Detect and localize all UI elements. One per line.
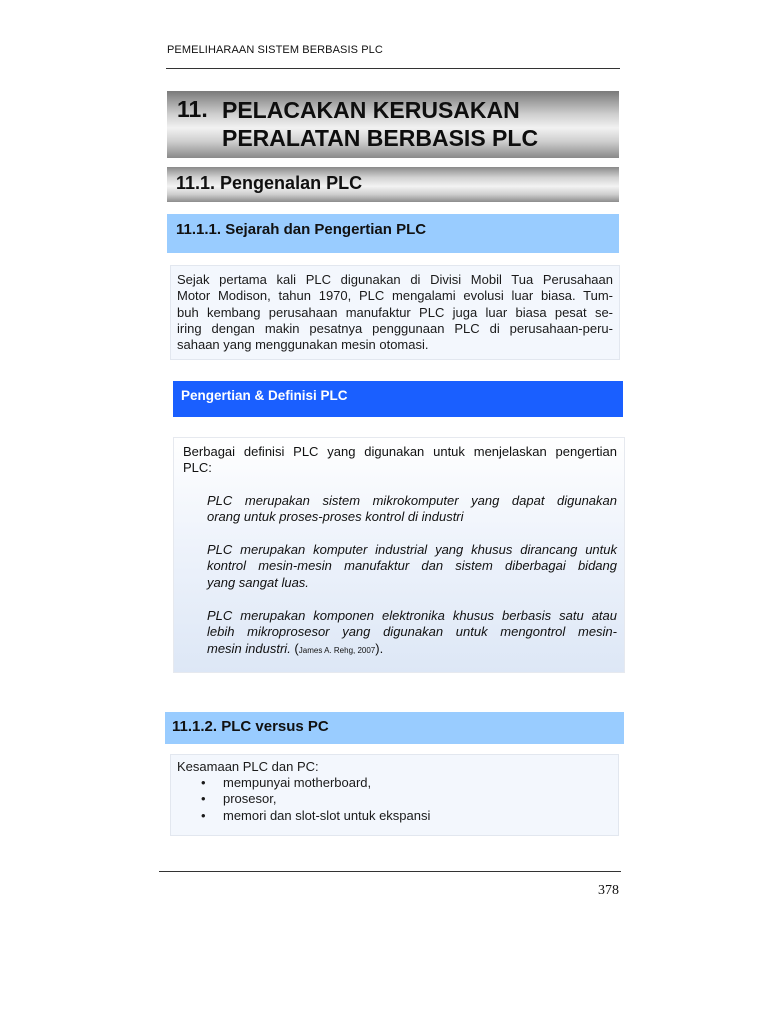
chapter-title-band [167,91,619,158]
definition-3-line-3 [207,641,617,659]
chapter-title-line-2: PERALATAN BERBASIS PLC [222,125,539,151]
bullet: • [201,791,206,807]
list-item-text: mempunyai motherboard, [223,775,372,790]
footer-rule [159,871,621,872]
header-rule [166,68,620,69]
history-line-2: Motor Modison, tahun 1970, PLC mengalami evolusi luar biasa. Tum- [177,288,613,304]
definition-3-line-1: PLC merupakan komponen elektronika khusus berbasis satu atau [207,608,617,623]
running-head: PEMELIHARAAN SISTEM BERBASIS PLC [167,44,383,56]
history-paragraph [177,272,613,353]
page-number: 378 [598,883,619,898]
similarities-box [170,754,619,836]
citation-close-paren: ). [375,640,384,656]
chapter-number: 11. [177,96,208,122]
history-text-box [170,265,620,360]
definition-2-line-2: kontrol mesin-mesin manufaktur dan sistem diberbagai bidang [207,558,617,574]
bullet: • [201,807,206,823]
definition-1-line-2: orang untuk proses-proses kontrol di industri [207,509,464,525]
subsection-title-band [167,214,619,253]
history-line-5: sahaan yang menggunakan mesin otomasi. [177,337,429,353]
definitions-header-band [173,381,623,417]
definition-2-line-3: yang sangat luas. [207,574,309,590]
list-item-text: prosesor, [223,791,277,807]
definition-3-line-3-text: mesin industri. [207,640,291,656]
definitions-intro-line-1: Berbagai definisi PLC yang digunakan untuk menjelaskan pengertian [183,444,617,459]
definitions-box [173,437,625,673]
definition-item-2 [207,542,617,591]
list-item-text: memori dan slot-slot untuk ekspansi [223,807,431,823]
section-title-band [167,167,619,202]
similarities-intro: Kesamaan PLC dan PC: [177,759,319,774]
list-item [177,808,430,824]
history-line-4: iring dengan makin pesatnya penggunaan PLC di perusahaan-peru- [177,320,613,336]
bullet: • [201,775,206,790]
subsection-title: 11.1.1. Sejarah dan Pengertian PLC [176,221,427,238]
citation: James A. Rehg, 2007 [298,645,376,655]
chapter-title-line-1: PELACAKAN KERUSAKAN [222,97,520,123]
subsection-2-title: 11.1.2. PLC versus PC [172,718,329,735]
definition-item-1 [207,493,617,526]
definitions-intro [183,444,617,477]
definitions-intro-line-2: PLC: [183,460,212,476]
list-item [177,775,430,791]
list-item [177,791,430,807]
history-line-3: buh kembang perusahaan manufaktur PLC juga luar biasa pesat se- [177,304,613,320]
chapter-title [222,96,538,152]
subsection-2-title-band [165,712,624,744]
definition-2-line-1: PLC merupakan komputer industrial yang khusus dirancang untuk [207,542,617,557]
definition-3-line-2: lebih mikroprosesor yang digunakan untuk mengontrol mesin- [207,624,617,640]
definitions-header: Pengertian & Definisi PLC [181,388,348,403]
definition-1-line-1: PLC merupakan sistem mikrokomputer yang dapat digunakan [207,493,617,508]
similarities-list [177,775,430,824]
citation-open-paren: ( [290,640,299,656]
history-line-1: Sejak pertama kali PLC digunakan di Divisi Mobil Tua Perusahaan [177,272,613,287]
section-title: 11.1. Pengenalan PLC [176,173,363,193]
definition-item-3 [207,608,617,659]
